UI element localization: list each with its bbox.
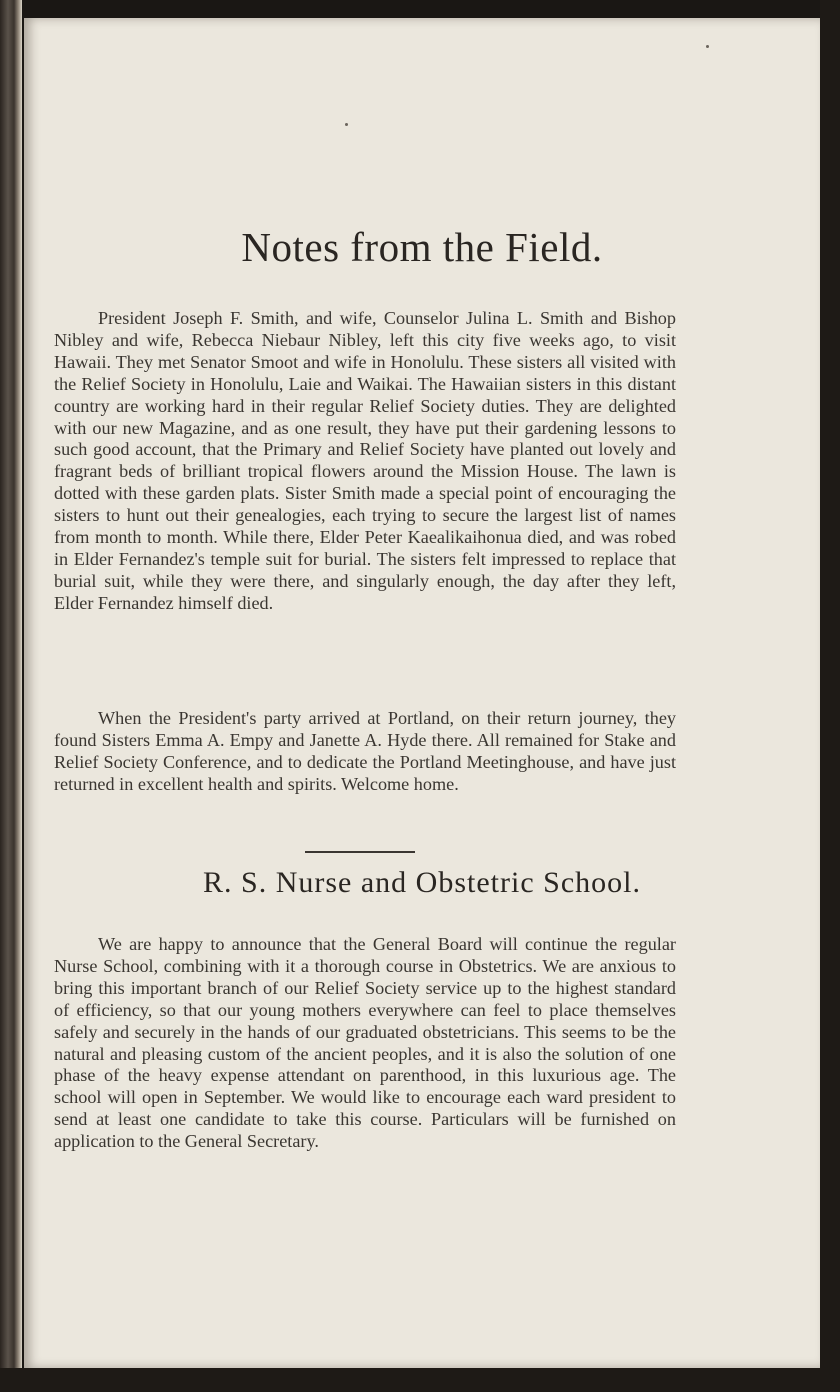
article-paragraph: When the President's party arrived at Portland, on their return journey, they found Sisters Emma A. Empy and Janette A. Hyde there. All remained for Stake and Relief Society Conference, and to dedicate the Portland Meetinghouse, and have just returned in excellent health and spirits. Welcome home. <box>54 708 676 794</box>
article-paragraph: We are happy to announce that the General Board will continue the regular Nurse School, combining with it a thorough course in Obstetrics. We are anxious to bring this important branch of our Relief Society service up to the highest standard of efficiency, so that our young mothers everywhere can feel to place themselves safely and securely in the hands of our graduated obstetricians. This seems to be the natural and pleasing custom of the ancient peoples, and it is also the solution of one phase of the heavy expense attendant on parenthood, in this luxurious age. The school will open in September. We would like to encourage each ward president to send at least one candidate to take this course. Particulars will be furnished on application to the General Secretary. <box>54 934 676 1152</box>
page-speck <box>706 45 709 48</box>
article-title-nurse-school: R. S. Nurse and Obstetric School. <box>203 866 641 899</box>
page-edge-shadow <box>820 0 840 1392</box>
article-paragraph: President Joseph F. Smith, and wife, Counselor Julina L. Smith and Bishop Nibley and wife, Rebecca Niebaur Nibley, left this city five weeks ago, to visit Hawaii. They met Senator Smoot and wife in Honolulu. These sisters all visited with the Relief Society in Honolulu, Laie and Waikai. The Hawaiian sisters in this distant country are working hard in their regular Relief Society duties. They are delighted with our new Magazine, and as one result, they have put their gardening lessons to such good account, that the Primary and Relief Society have planted out lovely and fragrant beds of brilliant tropical flowers around the Mission House. The lawn is dotted with these garden plats. Sister Smith made a special point of encouraging the sisters to hunt out their genealogies, each trying to secure the largest list of names from month to month. While there, Elder Peter Kaealikaihonua died, and was robed in Elder Fernandez's temple suit for burial. The sisters felt impressed to replace that burial suit, while they were there, and singularly enough, the day after they left, Elder Fernandez himself died. <box>54 308 676 613</box>
article-title-notes-from-the-field: Notes from the Field. <box>241 224 603 270</box>
page-bottom-shadow <box>0 1368 840 1392</box>
document-page <box>24 18 820 1368</box>
page-speck <box>345 123 348 126</box>
section-divider <box>305 851 415 853</box>
book-binding <box>0 0 22 1392</box>
